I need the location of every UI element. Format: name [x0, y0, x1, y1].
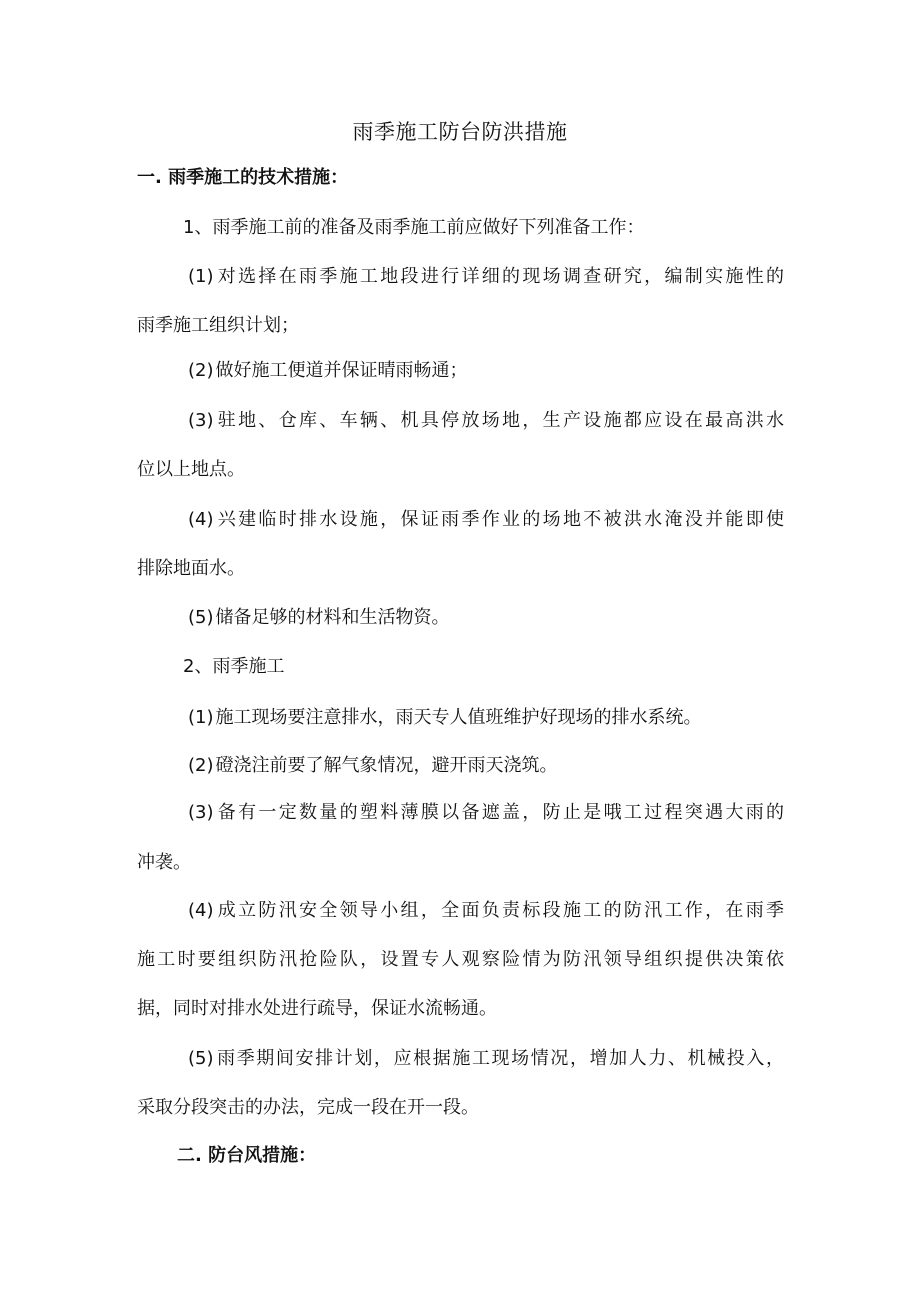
point-number: (3): [188, 802, 214, 823]
point-number: (2): [188, 360, 214, 381]
section-2-heading: 二. 防台风措施：: [177, 1145, 317, 1166]
point-text: 储备足够的材料和生活物资。: [215, 607, 450, 628]
item-2-heading: 2、雨季施工: [183, 656, 285, 677]
point-number: (5): [188, 1048, 214, 1069]
item-1-point-4-line-2: 排除地面水。: [137, 558, 245, 579]
item-2-point-3-line-1: [188, 798, 784, 828]
item-1-point-3-line-2: 位以上地点。: [137, 459, 245, 480]
point-text: 磴浇注前要了解气象情况，避开雨天浇筑。: [215, 755, 558, 776]
item-2-point-4-line-2: 施工时要组织防汛抢险队，设置专人观察险情为防汛领导组织提供决策依: [137, 949, 784, 970]
point-text: 兴建临时排水设施，保证雨季作业的场地不被洪水淹没并能即使: [215, 509, 784, 530]
item-2-point-4-line-1: [188, 896, 784, 926]
item-1-heading: 1、雨季施工前的准备及雨季施工前应做好下列准备工作：: [183, 217, 645, 238]
item-1-point-4-line-1: [188, 505, 784, 535]
point-number: (3): [188, 410, 214, 431]
item-2-point-5-line-1: [188, 1044, 784, 1074]
point-text: 对选择在雨季施工地段进行详细的现场调查研究，编制实施性的: [215, 266, 784, 287]
point-number: (1): [188, 266, 214, 287]
item-1-point-2: [188, 356, 468, 386]
point-text: 施工现场要注意排水，雨天专人值班维护好现场的排水系统。: [215, 707, 702, 728]
point-number: (4): [188, 900, 214, 921]
item-1-point-1-line-2: 雨季施工组织计划；: [137, 315, 299, 336]
point-number: (1): [188, 707, 214, 728]
item-1-point-1-line-1: [188, 262, 784, 292]
point-text: 雨季期间安排计划，应根据施工现场情况，增加人力、机械投入，: [215, 1048, 784, 1069]
point-number: (4): [188, 509, 214, 530]
item-2-point-2: [188, 751, 558, 781]
point-text: 成立防汛安全领导小组，全面负责标段施工的防汛工作，在雨季: [215, 900, 784, 921]
item-2-point-5-line-2: 采取分段突击的办法，完成一段在开一段。: [137, 1097, 479, 1118]
item-1-point-5: [188, 603, 450, 633]
item-2-point-4-line-3: 据，同时对排水处进行疏导，保证水流畅通。: [137, 998, 497, 1019]
item-2-point-1: [188, 703, 702, 733]
point-number: (5): [188, 607, 214, 628]
point-text: 备有一定数量的塑料薄膜以备遮盖，防止是哦工过程突遇大雨的: [215, 802, 784, 823]
item-2-point-3-line-2: 冲袭。: [137, 852, 191, 873]
document-title: 雨季施工防台防洪措施: [352, 120, 568, 144]
item-1-point-3-line-1: [188, 406, 784, 436]
point-text: 驻地、仓库、车辆、机具停放场地，生产设施都应设在最高洪水: [215, 410, 784, 431]
section-1-heading: 一. 雨季施工的技术措施：: [137, 167, 349, 188]
point-text: 做好施工便道并保证晴雨畅通；: [215, 360, 468, 381]
point-number: (2): [188, 755, 214, 776]
